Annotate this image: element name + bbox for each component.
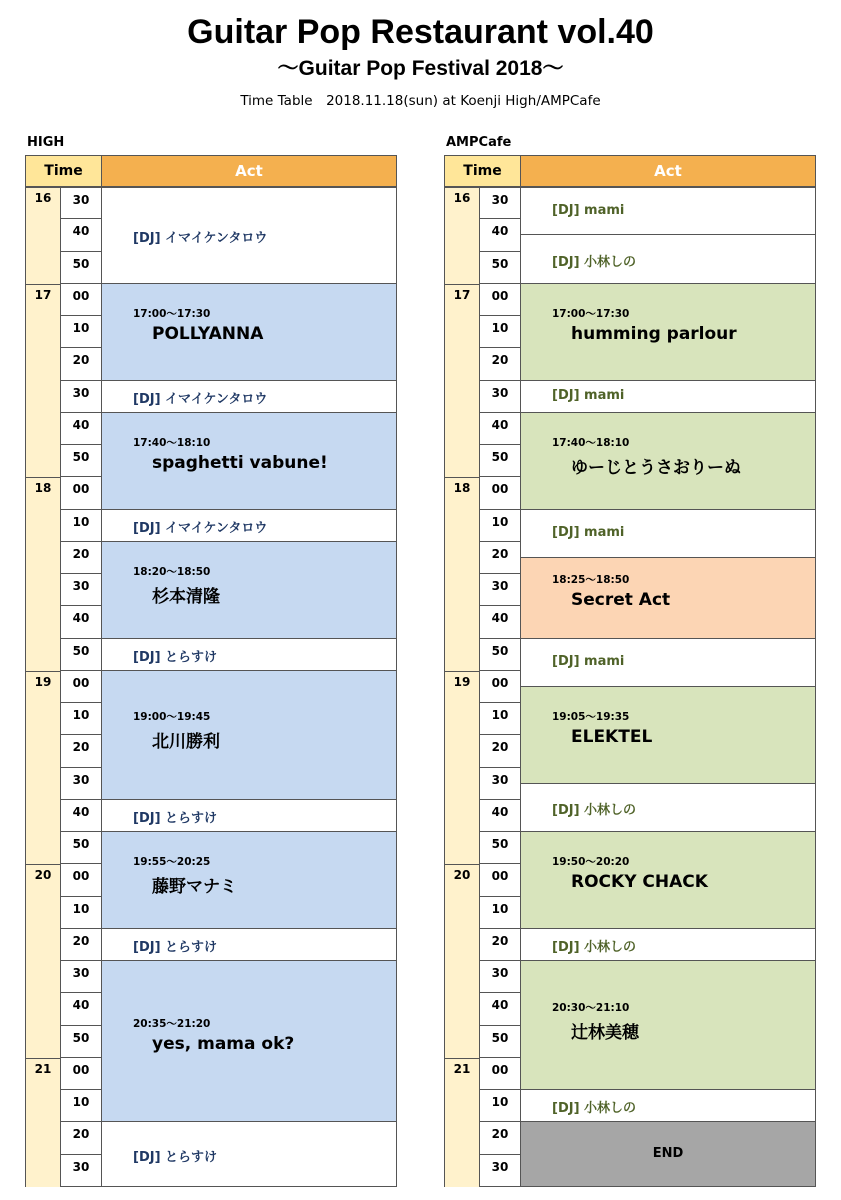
act-time: 20:35～21:20 <box>133 1017 211 1030</box>
dj-block <box>101 929 397 961</box>
hour-label: 21 <box>444 1058 480 1187</box>
dj-block <box>101 1122 397 1187</box>
minute-label: 20 <box>60 542 102 574</box>
act-block <box>101 413 397 510</box>
end-block <box>520 1122 816 1187</box>
minute-label: 50 <box>479 445 521 477</box>
dj-label: [DJ] 小林しの <box>552 802 637 818</box>
dj-label: [DJ] 小林しの <box>552 254 637 270</box>
minute-label: 10 <box>60 316 102 348</box>
dj-label: [DJ] mami <box>552 387 625 403</box>
minute-label: 10 <box>479 897 521 929</box>
hour-label: 18 <box>25 477 61 671</box>
minute-label: 00 <box>60 477 102 509</box>
minute-label: 50 <box>479 639 521 671</box>
minute-label: 50 <box>60 832 102 864</box>
hour-label: 18 <box>444 477 480 671</box>
act-name: spaghetti vabune! <box>152 453 328 474</box>
hour-label: 21 <box>25 1058 61 1187</box>
hour-label: 20 <box>444 864 480 1058</box>
minute-label: 40 <box>60 413 102 445</box>
minute-label: 20 <box>60 348 102 380</box>
minute-label: 40 <box>60 800 102 832</box>
minute-label: 00 <box>60 284 102 316</box>
dj-label: [DJ] とらすけ <box>133 1149 218 1165</box>
dj-block <box>520 929 816 961</box>
minute-label: 30 <box>60 768 102 800</box>
minute-label: 30 <box>479 961 521 993</box>
minute-label: 20 <box>479 1122 521 1154</box>
act-name: 北川勝利 <box>152 732 220 753</box>
minute-label: 10 <box>60 510 102 542</box>
minute-label: 00 <box>60 671 102 703</box>
minute-label: 00 <box>479 864 521 896</box>
act-block <box>101 961 397 1122</box>
act-time: 17:40～18:10 <box>552 437 630 450</box>
time-column-header: Time <box>25 155 102 187</box>
minute-label: 50 <box>479 252 521 284</box>
act-time: 20:30～21:10 <box>552 1001 630 1014</box>
minute-label: 10 <box>479 316 521 348</box>
hour-label: 16 <box>25 187 61 284</box>
dj-label: [DJ] mami <box>552 203 625 219</box>
dj-block <box>101 187 397 284</box>
minute-label: 20 <box>60 735 102 767</box>
minute-label: 20 <box>479 929 521 961</box>
minute-label: 50 <box>60 1026 102 1058</box>
minute-label: 20 <box>479 735 521 767</box>
minute-label: 30 <box>60 187 102 219</box>
minute-label: 10 <box>479 703 521 735</box>
dj-label: [DJ] イマイケンタロウ <box>133 520 268 536</box>
act-block <box>520 413 816 510</box>
dj-label: [DJ] イマイケンタロウ <box>133 231 268 247</box>
act-block <box>520 558 816 639</box>
minute-label: 30 <box>60 574 102 606</box>
dj-block <box>520 235 816 283</box>
dj-label: [DJ] mami <box>552 524 625 540</box>
minute-label: 10 <box>60 703 102 735</box>
act-time: 19:50～20:20 <box>552 856 630 869</box>
venue-label-high: HIGH <box>27 135 65 150</box>
act-time: 18:20～18:50 <box>133 566 211 579</box>
dj-label: [DJ] 小林しの <box>552 939 637 955</box>
act-column-header: Act <box>520 155 816 187</box>
act-time: 19:00～19:45 <box>133 711 211 724</box>
dj-label: [DJ] とらすけ <box>133 939 218 955</box>
dj-block <box>520 639 816 687</box>
minute-label: 10 <box>60 897 102 929</box>
minute-label: 10 <box>60 1090 102 1122</box>
page-title: Guitar Pop Restaurant vol.40 <box>187 13 654 51</box>
act-block <box>101 542 397 639</box>
act-block <box>101 832 397 929</box>
hour-label: 17 <box>25 284 61 478</box>
act-block <box>520 961 816 1090</box>
minute-label: 40 <box>60 993 102 1025</box>
act-time: 17:00～17:30 <box>133 308 211 321</box>
minute-label: 40 <box>60 219 102 251</box>
time-column-header: Time <box>444 155 521 187</box>
minute-label: 40 <box>479 413 521 445</box>
minute-label: 10 <box>479 1090 521 1122</box>
act-block <box>520 284 816 381</box>
minute-label: 30 <box>479 768 521 800</box>
act-name: yes, mama ok? <box>152 1033 295 1054</box>
dj-label: [DJ] イマイケンタロウ <box>133 391 268 407</box>
act-name: humming parlour <box>571 324 737 345</box>
minute-label: 30 <box>479 574 521 606</box>
minute-label: 20 <box>60 1122 102 1154</box>
act-column-header: Act <box>101 155 397 187</box>
dj-block <box>520 510 816 558</box>
minute-label: 30 <box>60 961 102 993</box>
act-block <box>520 832 816 929</box>
act-name: ROCKY CHACK <box>571 872 708 893</box>
minute-label: 30 <box>60 381 102 413</box>
minute-label: 00 <box>60 864 102 896</box>
act-block <box>101 284 397 381</box>
hour-label: 19 <box>444 671 480 865</box>
minute-label: 40 <box>479 993 521 1025</box>
dj-label: [DJ] とらすけ <box>133 810 218 826</box>
act-time: 19:05～19:35 <box>552 711 630 724</box>
act-block <box>101 671 397 800</box>
dj-label: [DJ] mami <box>552 653 625 669</box>
act-name: 杉本清隆 <box>152 587 220 608</box>
dj-block <box>101 510 397 542</box>
dj-label: [DJ] とらすけ <box>133 649 218 665</box>
act-name: Secret Act <box>571 590 671 611</box>
hour-label: 16 <box>444 187 480 284</box>
minute-label: 50 <box>479 1026 521 1058</box>
minute-label: 40 <box>60 606 102 638</box>
hour-label: 19 <box>25 671 61 865</box>
dj-block <box>101 381 397 413</box>
minute-label: 30 <box>479 187 521 219</box>
act-time: 17:40～18:10 <box>133 437 211 450</box>
venue-label-ampcafe: AMPCafe <box>446 135 512 150</box>
high-schedule <box>25 155 397 1181</box>
act-time: 17:00～17:30 <box>552 308 630 321</box>
act-name: 藤野マナミ <box>152 877 237 898</box>
minute-label: 20 <box>479 542 521 574</box>
act-time: 19:55～20:25 <box>133 856 211 869</box>
minute-label: 40 <box>479 219 521 251</box>
end-label: END <box>652 1145 684 1161</box>
minute-label: 50 <box>60 639 102 671</box>
minute-label: 50 <box>479 832 521 864</box>
dj-block <box>101 800 397 832</box>
act-block <box>520 687 816 784</box>
dj-label: [DJ] 小林しの <box>552 1101 637 1117</box>
minute-label: 30 <box>479 381 521 413</box>
minute-label: 40 <box>479 606 521 638</box>
act-name: ELEKTEL <box>571 727 653 748</box>
minute-label: 00 <box>479 477 521 509</box>
act-name: POLLYANNA <box>152 324 264 345</box>
page-subtitle: ～Guitar Pop Festival 2018～ <box>277 57 564 80</box>
minute-label: 10 <box>479 510 521 542</box>
minute-label: 30 <box>60 1155 102 1187</box>
event-info: Time Table 2018.11.18(sun) at Koenji High/AMPCafe <box>240 93 601 109</box>
hour-label: 20 <box>25 864 61 1058</box>
ampcafe-schedule <box>444 155 816 1181</box>
minute-label: 20 <box>479 348 521 380</box>
dj-block <box>520 187 816 235</box>
minute-label: 50 <box>60 252 102 284</box>
minute-label: 00 <box>479 1058 521 1090</box>
minute-label: 00 <box>60 1058 102 1090</box>
minute-label: 30 <box>479 1155 521 1187</box>
act-name: ゆーじとうさおりーぬ <box>571 458 741 479</box>
act-time: 18:25～18:50 <box>552 574 630 587</box>
dj-block <box>520 381 816 413</box>
minute-label: 00 <box>479 284 521 316</box>
minute-label: 40 <box>479 800 521 832</box>
minute-label: 50 <box>60 445 102 477</box>
act-name: 辻林美穂 <box>571 1022 639 1043</box>
dj-block <box>520 784 816 832</box>
minute-label: 20 <box>60 929 102 961</box>
hour-label: 17 <box>444 284 480 478</box>
dj-block <box>101 639 397 671</box>
dj-block <box>520 1090 816 1122</box>
minute-label: 00 <box>479 671 521 703</box>
